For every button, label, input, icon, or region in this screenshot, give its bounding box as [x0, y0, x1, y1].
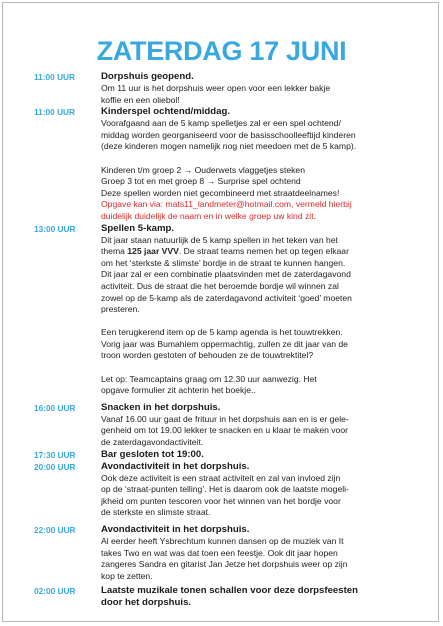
paragraph-line: Al eerder heeft Ysbrechtum kunnen dansen op de muziek van It [101, 536, 344, 546]
paragraph-line: zangeres Sandra en gitarist Jan Jetze het dorpshuis weer op zijn [101, 559, 348, 570]
agenda-item-spellen-5-kamp [0, 223, 443, 402]
agenda-item-laatste-tonen [0, 585, 443, 609]
agenda-item-kinderspel [0, 106, 443, 222]
paragraph-line: presteren. [101, 304, 140, 315]
paragraph-line: Let op: Teamcaptains graag om 12.30 uur aanwezig. Het [101, 373, 317, 384]
agenda-item-bar-gesloten [0, 449, 443, 461]
item-heading: Bar gesloten tot 19:00. [101, 448, 204, 460]
agenda-item-avondactiviteit-2200 [0, 524, 443, 585]
item-heading: Spellen 5-kamp. [101, 222, 175, 234]
time-label: 22:00 UUR [34, 525, 76, 535]
paragraph-line: Groep 3 tot en met groep 8 → Surprise spel ochtend [101, 176, 301, 187]
item-heading: Kinderspel ochtend/middag. [101, 106, 230, 118]
paragraph-line: om het ‘sterkste & slimste’ bordje in de straat te kunnen hangen. [101, 257, 346, 268]
agenda [0, 71, 443, 609]
paragraph-line: Kinderen t/m groep 2 → Ouderwets vlaggetjes steken [101, 164, 305, 175]
paragraph-line: Dit jaar staan natuurlijk de 5 kamp spellen in het teken van het [101, 234, 338, 245]
paragraph-line: genheid om tot 19.00 lekker te snacken en u klaar te maken voor [101, 425, 348, 436]
paragraph-line: opgave formulier zit achterin het boekje.. [101, 385, 256, 396]
paragraph-line: koffie en een oliebol! [101, 94, 180, 105]
time-label: 17:30 UUR [34, 449, 76, 460]
paragraph-line: takes Two en wat was dat toen een feestje. Ook dit jaar hopen [101, 547, 338, 558]
paragraph-line: activiteit. Dus de straat die het beroemde bordje wil winnen zal [101, 280, 339, 291]
paragraph-line: (deze kinderen mogen namelijk nog niet meedoen met de 5 kamp). [101, 141, 357, 152]
time-label: 16:00 UUR [34, 402, 76, 413]
paragraph-line: Ook deze activiteit is een straat activiteit en zal van invloed zijn [101, 472, 341, 483]
paragraph-line: op de ‘straat-punten telling’. Het is daarom ook de laatste mogeli- [101, 484, 349, 495]
time-label: 11:00 UUR [34, 72, 76, 82]
time-label: 02:00 UUR [34, 586, 76, 597]
paragraph-line: jkheid om punten tescoren voor het winnen van het bordje voor [101, 495, 341, 506]
paragraph-line: Om 11 uur is het dorpshuis weer open voor een lekker bakje [101, 83, 331, 93]
agenda-item-dorpshuis-geopend [0, 71, 443, 106]
agenda-item-snacken [0, 402, 443, 449]
item-heading-line: door het dorpshuis. [101, 597, 192, 609]
notice-line: Opgave kan via: mats11_landmeter@hotmail.com, vermeld hierbij [101, 199, 352, 210]
item-heading: Dorpshuis geopend. [101, 71, 194, 82]
notice-line: duidelijk duidelijk de naam en in welke groep uw kind zit. [101, 210, 316, 221]
paragraph-line-theme [101, 246, 411, 258]
time-label: 20:00 UUR [34, 461, 76, 472]
paragraph-line: troon worden gestoten of behouden ze de touwtrektitel? [101, 350, 314, 361]
item-heading-line: Laatste muzikale tonen schallen voor deze dorpsfeesten [101, 585, 358, 597]
paragraph-line: Vanaf 16.00 uur gaat de frituur in het dorpshuis aan en is er gele- [101, 413, 349, 424]
paragraph-line: Vorig jaar was Bumahiem oppermachtig, zullen ze dit jaar van de [101, 338, 348, 349]
paragraph-line: Dit jaar zal er een combinatie plaatsvinden met de zaterdagavond [101, 269, 351, 280]
paragraph-line: de zaterdagavondactiviteit. [101, 437, 204, 448]
paragraph-line: de sterkste en slimste straat. [101, 507, 211, 518]
theme-suffix: . De straat teams nemen het op tegen elkaar [178, 246, 349, 257]
item-heading: Avondactiviteit in het dorpshuis. [101, 524, 250, 535]
paragraph-line: Een terugkerend item op de 5 kamp agenda is het touwtrekken. [101, 327, 343, 338]
paragraph-line: Voorafgaand aan de 5 kamp spelletjes zal er een spel ochtend/ [101, 118, 341, 129]
agenda-item-avondactiviteit-2000 [0, 461, 443, 524]
item-heading: Snacken in het dorpshuis. [101, 401, 221, 413]
paragraph-line: middag worden georganiseerd voor de basisschoolleeftijd kinderen [101, 129, 356, 140]
theme-prefix: thema [101, 246, 128, 257]
time-label: 13:00 UUR [34, 223, 76, 234]
paragraph-line: kop te zetten. [101, 570, 153, 581]
item-heading: Avondactiviteit in het dorpshuis. [101, 460, 250, 472]
time-label: 11:00 UUR [34, 107, 76, 118]
theme-name: 125 jaar VVV [127, 246, 179, 257]
paragraph-line: zowel op de 5-kamp als de zaterdagavond activiteit ‘goed’ moeten [101, 292, 352, 303]
page-title: ZATERDAG 17 JUNI [96, 36, 347, 66]
paragraph-line: Deze spellen worden niet gecombineerd met straatdeelnames! [101, 187, 340, 198]
